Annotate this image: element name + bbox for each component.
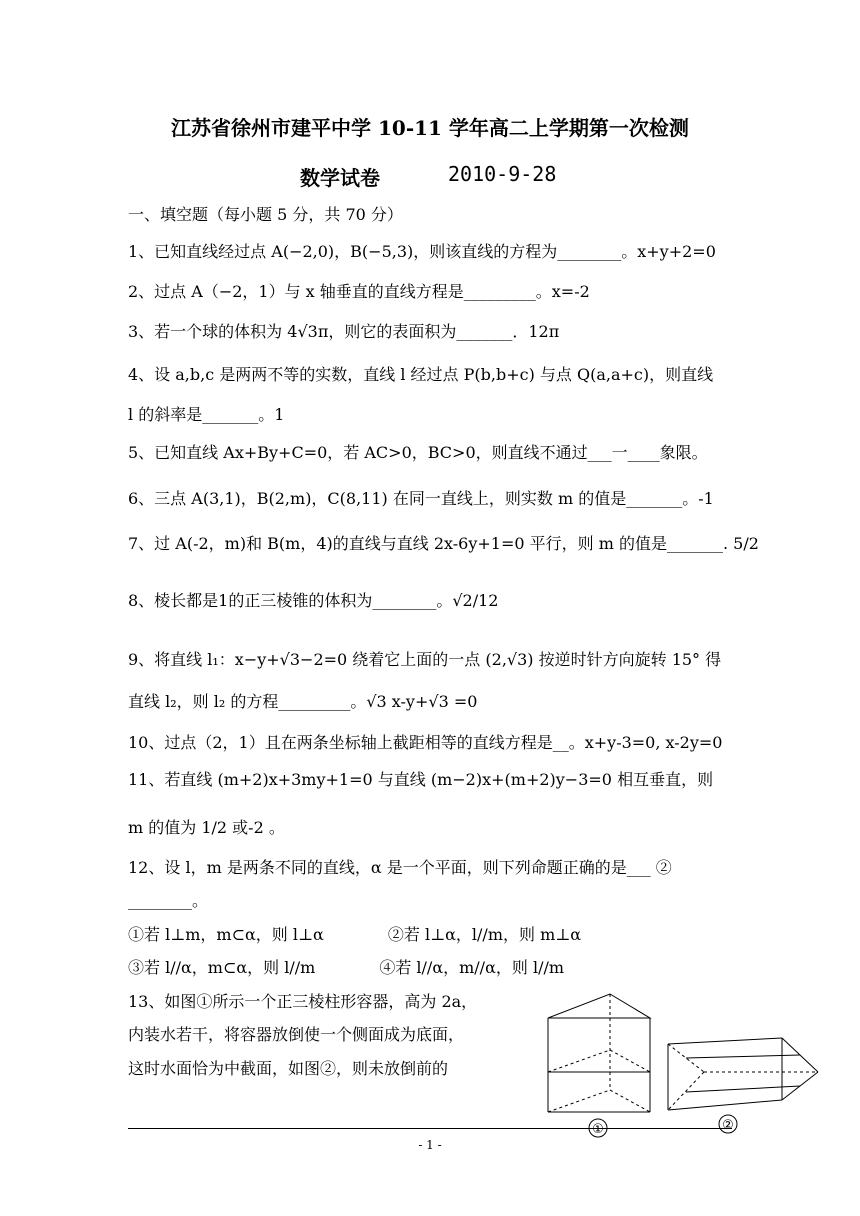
question-2: 2、过点 A（−2，1）与 x 轴垂直的直线方程是_________。x=-2 — [128, 282, 590, 301]
option-row-2: ③若 l//α，m⊂α，则 l//m ④若 l//α，m//α，则 l//m — [128, 958, 565, 977]
section-heading: 一、填空题（每小题 5 分，共 70 分） — [128, 205, 403, 224]
question-10: 10、过点（2，1）且在两条坐标轴上截距相等的直线方程是__。x+y-3=0, x-2y=0 — [128, 733, 723, 752]
question-9: 9、将直线 l₁：x−y+√3−2=0 绕着它上面的一点 (2,√3) 按逆时针方向旋转 15° 得 — [128, 650, 722, 669]
document-title: 江苏省徐州市建平中学 10-11 学年高二上学期第一次检测 — [171, 116, 689, 140]
question-11: 11、若直线 (m+2)x+3my+1=0 与直线 (m−2)x+(m+2)y−3=0 相互垂直，则 — [128, 770, 714, 789]
exam-date: 2010-9-28 — [448, 162, 557, 186]
question-7: 7、过 A(-2，m)和 B(m，4)的直线与直线 2x-6y+1=0 平行，则 m 的值是_______. 5/2 — [128, 534, 759, 553]
footer-rule — [128, 1128, 732, 1129]
question-3: 3、若一个球的体积为 4√3π，则它的表面积为_______．12π — [128, 322, 560, 341]
question-13-cont-2: 这时水面恰为中截面，如图②，则未放倒前的 — [128, 1059, 449, 1078]
question-13-cont-1: 内装水若干，将容器放倒使一个侧面成为底面， — [128, 1025, 465, 1044]
question-5: 5、已知直线 Ax+By+C=0，若 AC>0，BC>0，则直线不通过___一____象限。 — [128, 443, 708, 462]
question-9-cont: 直线 l₂，则 l₂ 的方程_________。√3 x-y+√3 =0 — [128, 692, 478, 711]
question-8: 8、棱长都是1的正三棱锥的体积为________。√2/12 — [128, 591, 499, 610]
question-4-cont: l 的斜率是_______。1 — [128, 405, 285, 424]
question-12: 12、设 l，m 是两条不同的直线，α 是一个平面，则下列命题正确的是___ ② — [128, 858, 672, 877]
page-number: - 1 - — [418, 1138, 442, 1152]
question-4: 4、设 a,b,c 是两两不等的实数，直线 l 经过点 P(b,b+c) 与点 Q(a,a+c)，则直线 — [128, 365, 714, 384]
question-1: 1、已知直线经过点 A(−2,0)，B(−5,3)，则该直线的方程为________。x+y+2=0 — [128, 242, 716, 261]
subtitle: 数学试卷 — [300, 166, 380, 190]
question-6: 6、三点 A(3,1)，B(2,m)，C(8,11) 在同一直线上，则实数 m 的值是_______。-1 — [128, 489, 714, 508]
question-11-cont: m 的值为 1/2 或-2 。 — [128, 818, 285, 837]
figure-1-label: ① — [592, 1122, 604, 1137]
question-12-cont: ________。 — [128, 891, 209, 910]
option-row-1: ①若 l⊥m，m⊂α，则 l⊥α ②若 l⊥α，l//m，则 m⊥α — [128, 925, 582, 944]
question-13: 13、如图①所示一个正三棱柱形容器，高为 2a， — [128, 992, 478, 1011]
figure-2-label: ② — [722, 1118, 734, 1133]
figure-1-prism — [540, 990, 660, 1140]
figure-2-prism — [660, 1028, 830, 1134]
